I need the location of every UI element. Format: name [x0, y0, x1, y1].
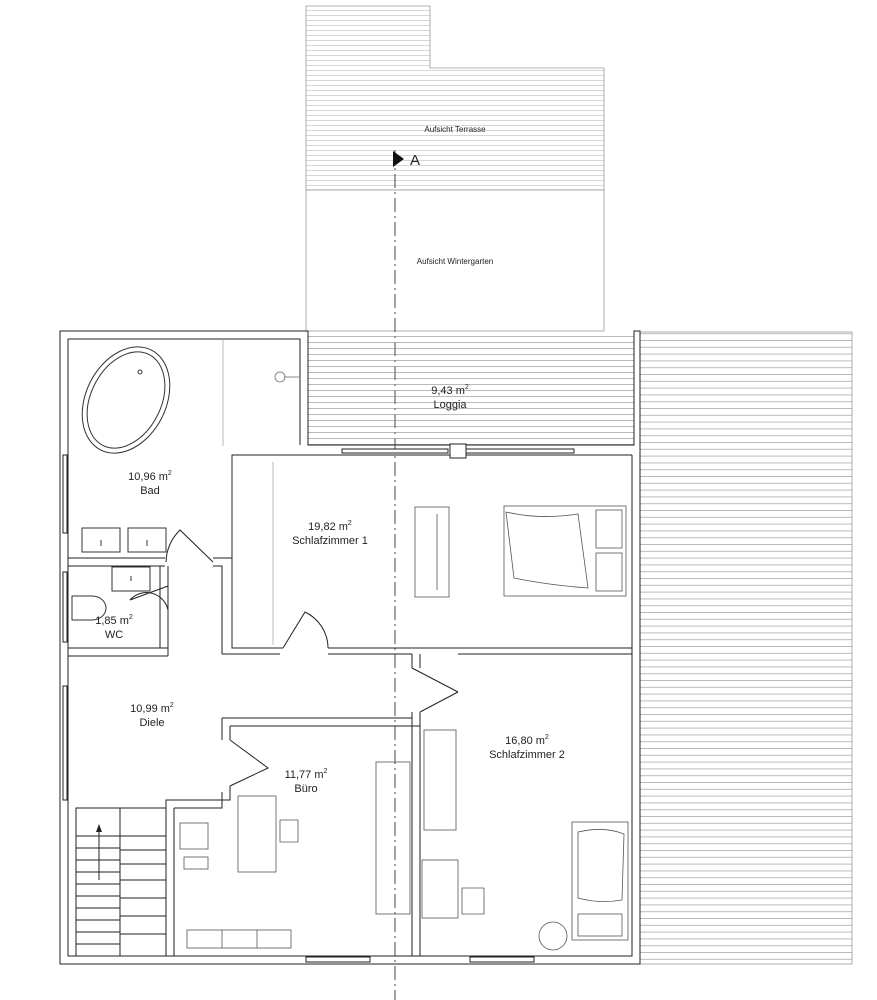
bedroom1-furniture	[273, 462, 626, 645]
wc-area: 1,85 $m^2$	[95, 614, 133, 627]
stair-arrow-icon	[96, 824, 102, 832]
diele-name: Diele	[139, 717, 165, 729]
loggia-glazing	[342, 444, 574, 458]
loggia-area: 9,43 $m^2$	[431, 384, 469, 397]
wc-name: WC	[104, 629, 124, 641]
diele-area: 10,99 $m^2$	[130, 702, 174, 715]
terrace-label: Aufsicht Terrasse	[424, 125, 486, 134]
stairs	[76, 808, 166, 956]
loggia-deck	[308, 333, 634, 445]
schlafzimmer2-area: 16,80 $m^2$	[505, 734, 549, 747]
wintergarden-label: Aufsicht Wintergarten	[416, 257, 494, 266]
schlafzimmer1-area: 19,82 $m^2$	[308, 520, 352, 533]
schlafzimmer2-name: Schlafzimmer 2	[489, 749, 565, 761]
buero-area: 11,77 $m^2$	[284, 768, 328, 781]
roof-area	[640, 332, 852, 964]
windows-bottom	[306, 957, 534, 962]
bath-fixtures	[65, 332, 300, 620]
bedroom2-furniture	[422, 730, 628, 950]
doors	[130, 530, 458, 786]
schlafzimmer1-name: Schlafzimmer 1	[292, 535, 368, 547]
windows-left	[63, 455, 67, 800]
buero-name: Büro	[294, 783, 318, 795]
bad-name: Bad	[140, 485, 160, 497]
bad-area: 10,96 $m^2$	[128, 470, 172, 483]
terrace-outline	[306, 6, 604, 190]
loggia-name: Loggia	[433, 399, 467, 411]
section-marker: A	[410, 152, 421, 169]
